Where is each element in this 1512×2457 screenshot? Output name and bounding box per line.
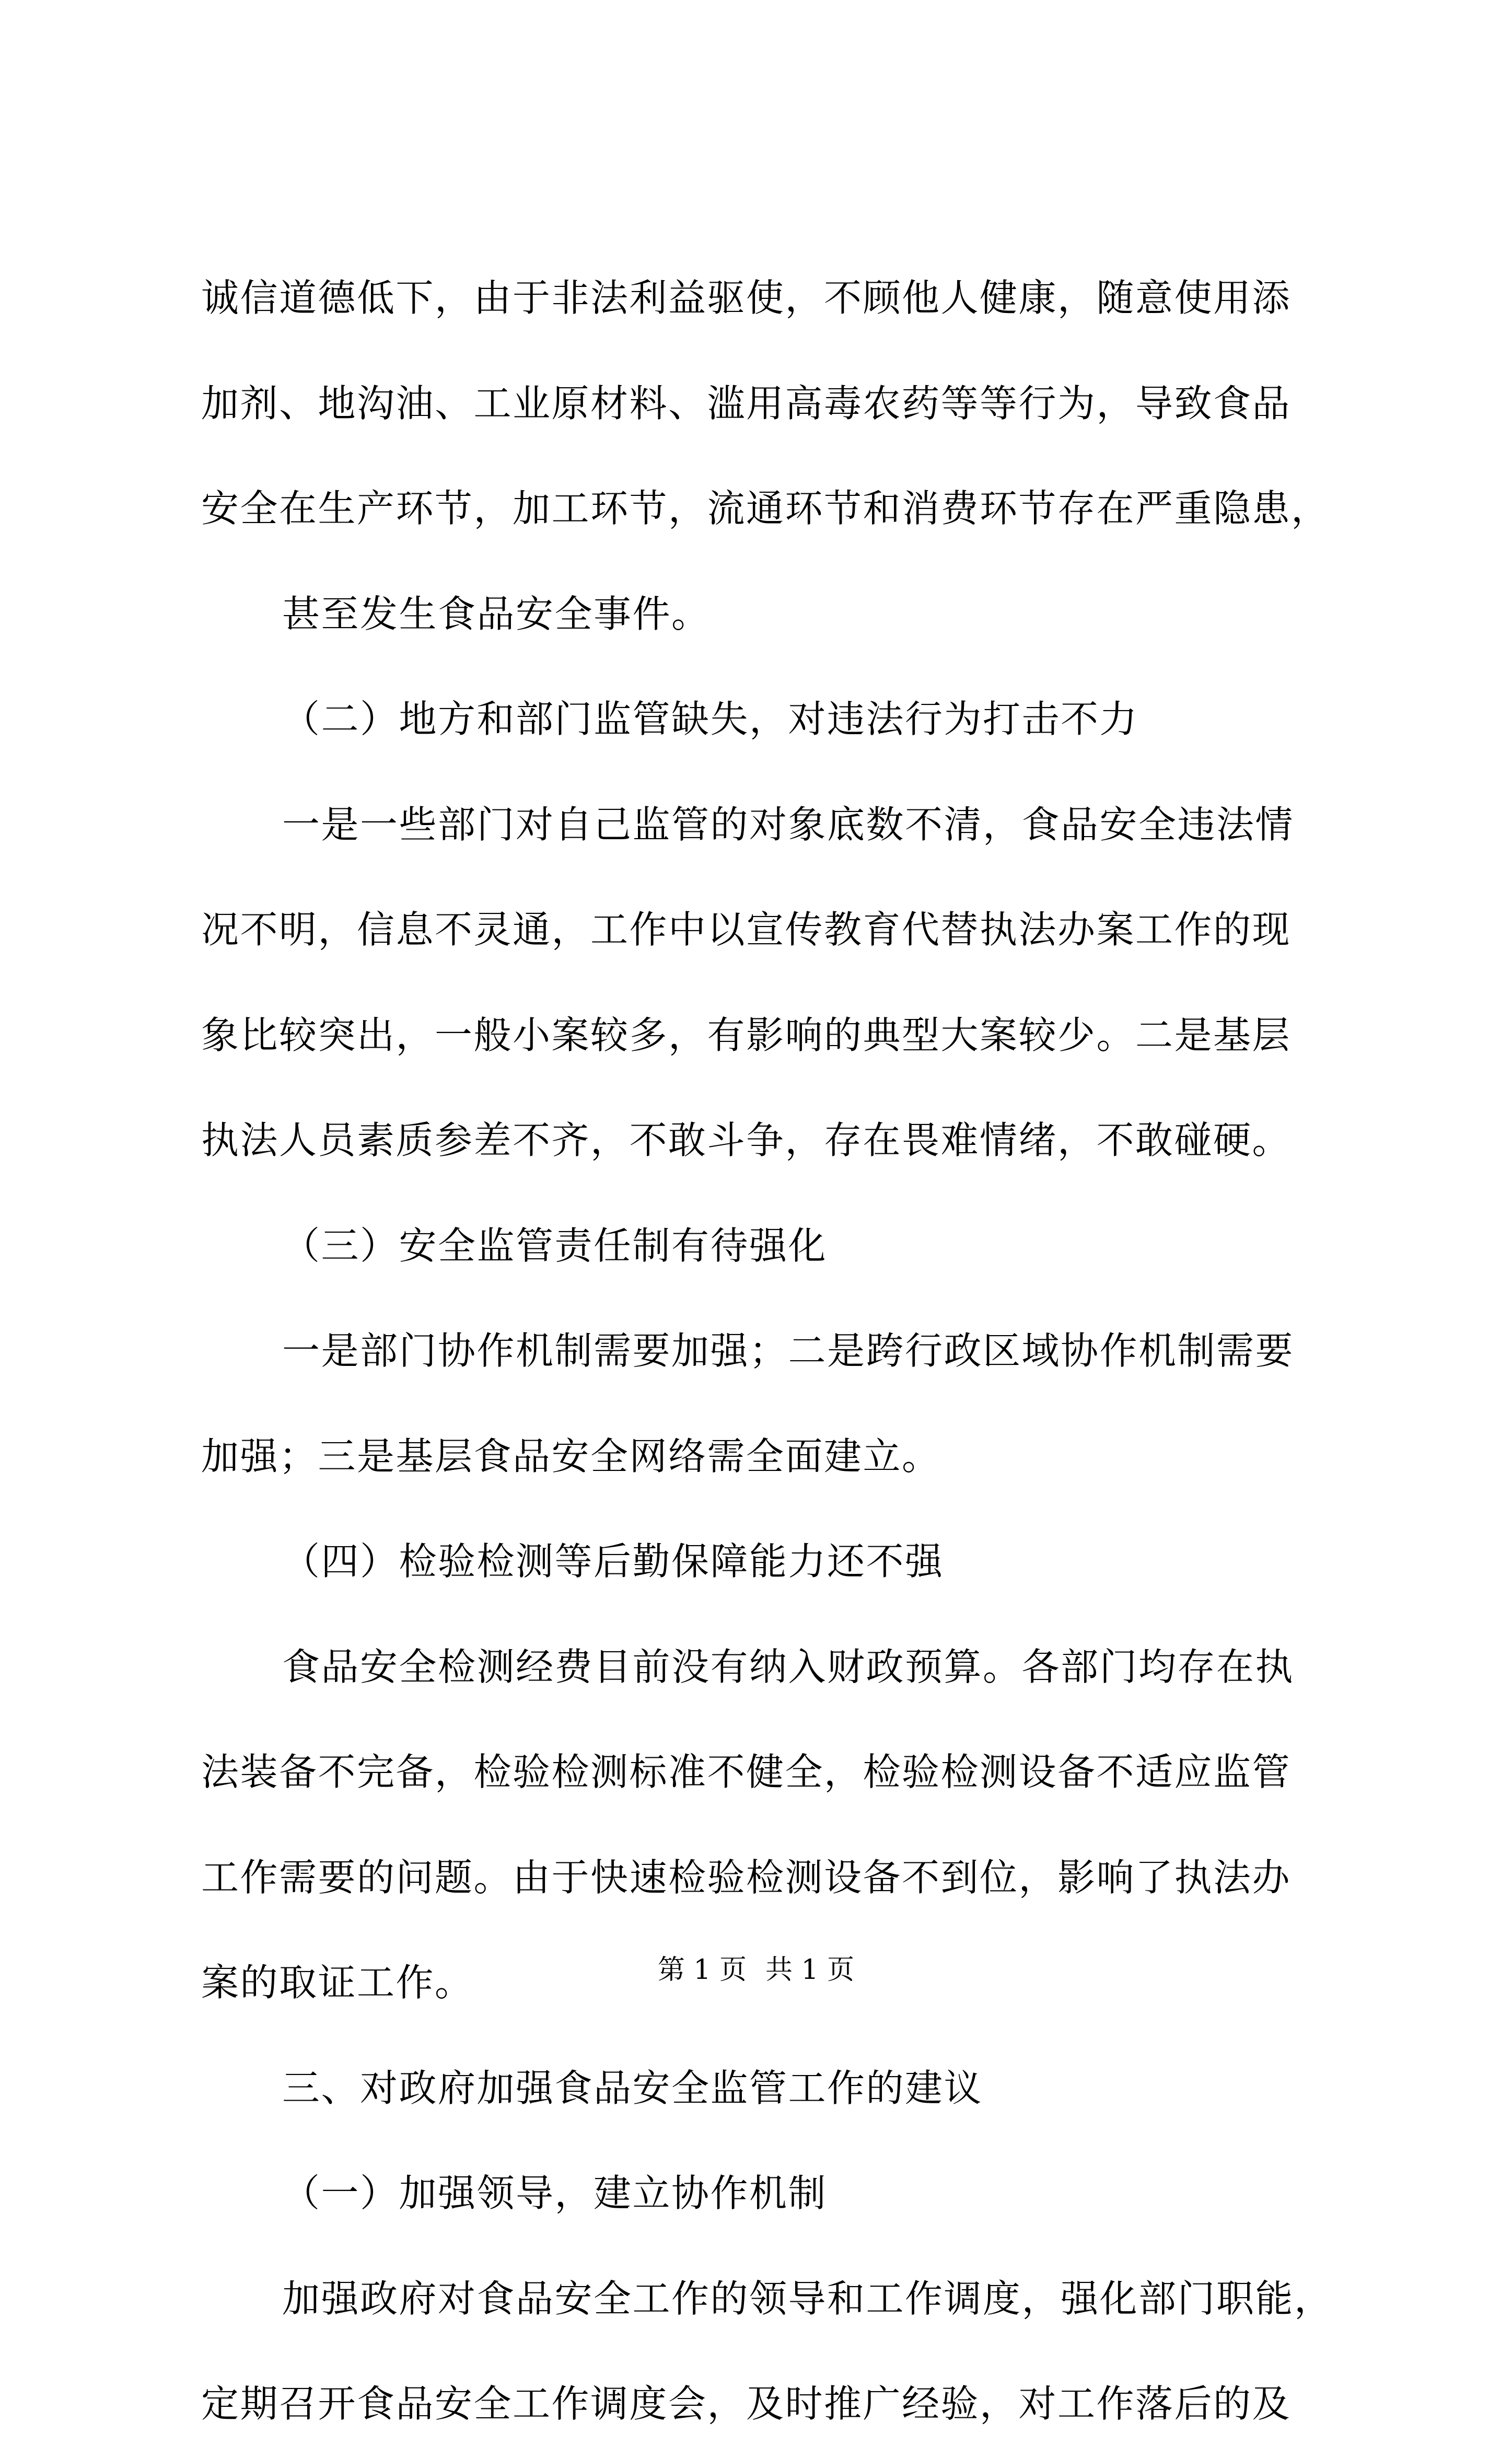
- section-heading: （四）检验检测等后勤保障能力还不强: [282, 1539, 944, 1583]
- section-heading: （二）地方和部门监管缺失，对违法行为打击不力: [282, 697, 1139, 741]
- text-line: 象比较突出，一般小案较多，有影响的典型大案较少。二是基层: [201, 1013, 1292, 1057]
- section-heading: （三）安全监管责任制有待强化: [282, 1223, 828, 1268]
- section-heading: （一）加强领导，建立协作机制: [282, 2171, 828, 2215]
- page-number: 第 1 页: [657, 1954, 747, 1986]
- text-line: 安全在生产环节，加工环节，流通环节和消费环节存在严重隐患，: [201, 486, 1330, 530]
- text-line: 一是一些部门对自己监管的对象底数不清，食品安全违法情: [282, 802, 1295, 847]
- page-footer: [0, 1952, 1512, 1988]
- text-line: 法装备不完备，检验检测标准不健全，检验检测设备不适应监管: [201, 1750, 1292, 1794]
- page-total: 共 1 页: [765, 1954, 855, 1986]
- text-line: 加强政府对食品安全工作的领导和工作调度，强化部门职能，: [282, 2276, 1333, 2321]
- text-line: 加强；三是基层食品安全网络需全面建立。: [201, 1434, 941, 1478]
- text-line: 食品安全检测经费目前没有纳入财政预算。各部门均存在执: [282, 1644, 1295, 1689]
- text-line: 一是部门协作机制需要加强；二是跨行政区域协作机制需要: [282, 1329, 1295, 1373]
- text-line: 加剂、地沟油、工业原材料、滥用高毒农药等等行为，导致食品: [201, 381, 1292, 425]
- text-line: 定期召开食品安全工作调度会，及时推广经验，对工作落后的及: [201, 2382, 1292, 2426]
- text-line: 执法人员素质参差不齐，不敢斗争，存在畏难情绪，不敢碰硬。: [201, 1118, 1292, 1162]
- text-line: 诚信道德低下，由于非法利益驱使，不顾他人健康，随意使用添: [201, 276, 1292, 320]
- text-line: 案的取证工作。: [201, 1961, 474, 2004]
- text-line: 甚至发生食品安全事件。: [282, 592, 711, 636]
- chapter-heading: 三、对政府加强食品安全监管工作的建议: [282, 2066, 983, 2110]
- document-body: [201, 246, 1333, 2457]
- text-line: 况不明，信息不灵通，工作中以宣传教育代替执法办案工作的现: [201, 908, 1292, 952]
- text-line: 工作需要的问题。由于快速检验检测设备不到位，影响了执法办: [201, 1855, 1292, 1899]
